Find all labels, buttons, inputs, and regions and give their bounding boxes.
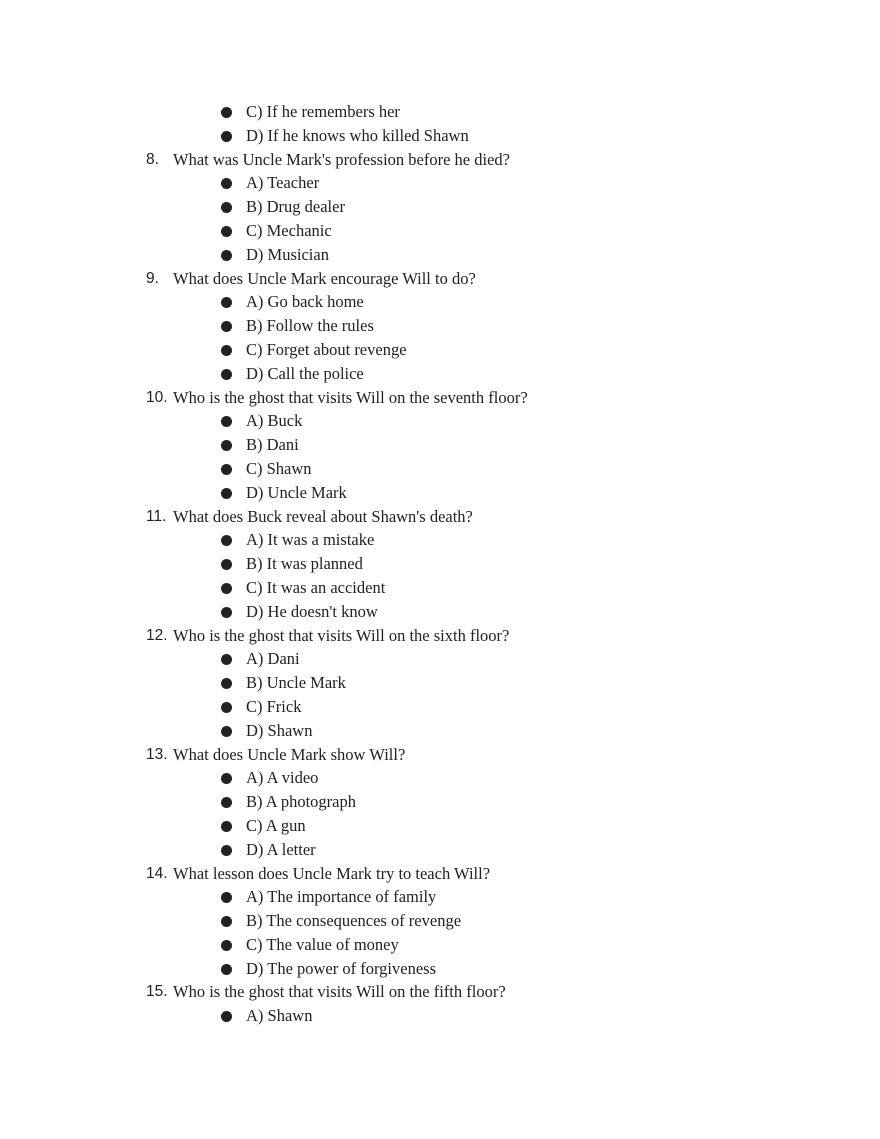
- question-text: What does Buck reveal about Shawn's death?: [173, 506, 473, 526]
- bullet-icon: [221, 464, 232, 475]
- bullet-icon: [221, 892, 232, 903]
- option-item: [0, 933, 880, 957]
- question-number: 8.: [146, 150, 159, 168]
- bullet-icon: [221, 821, 232, 832]
- bullet-icon: [221, 678, 232, 689]
- question-number: 15.: [146, 983, 168, 1001]
- option-text: B) Dani: [246, 435, 299, 455]
- bullet-icon: [221, 250, 232, 261]
- question-number: 13.: [146, 745, 168, 763]
- option-item: [0, 528, 880, 552]
- question-text: What does Uncle Mark show Will?: [173, 744, 406, 764]
- bullet-icon: [221, 488, 232, 499]
- quiz-page: [0, 100, 880, 1028]
- bullet-icon: [221, 654, 232, 665]
- question-text: What does Uncle Mark encourage Will to do?: [173, 268, 476, 288]
- option-item: [0, 409, 880, 433]
- option-text: C) Forget about revenge: [246, 339, 407, 359]
- option-item: [0, 647, 880, 671]
- option-text: B) Follow the rules: [246, 316, 374, 336]
- bullet-icon: [221, 535, 232, 546]
- option-item: [0, 171, 880, 195]
- bullet-icon: [221, 416, 232, 427]
- option-text: C) Mechanic: [246, 220, 332, 240]
- option-text: D) Call the police: [246, 363, 364, 383]
- question-item: [0, 862, 880, 886]
- bullet-icon: [221, 964, 232, 975]
- question-item: [0, 386, 880, 410]
- option-text: D) Shawn: [246, 720, 313, 740]
- bullet-icon: [221, 583, 232, 594]
- option-text: A) Buck: [246, 411, 303, 431]
- question-item: [0, 624, 880, 648]
- option-text: C) A gun: [246, 815, 306, 835]
- option-item: [0, 719, 880, 743]
- option-text: C) Shawn: [246, 458, 312, 478]
- option-text: A) Shawn: [246, 1006, 313, 1026]
- bullet-icon: [221, 916, 232, 927]
- bullet-icon: [221, 202, 232, 213]
- option-text: A) The importance of family: [246, 887, 437, 907]
- option-text: B) A photograph: [246, 792, 356, 812]
- option-text: A) A video: [246, 768, 319, 788]
- option-text: B) The consequences of revenge: [246, 911, 462, 931]
- question-number: 9.: [146, 269, 159, 287]
- question-number: 11.: [146, 507, 167, 525]
- option-text: A) It was a mistake: [246, 530, 375, 550]
- option-item: [0, 814, 880, 838]
- bullet-icon: [221, 297, 232, 308]
- option-item: [0, 124, 880, 148]
- option-item: [0, 481, 880, 505]
- option-item: [0, 695, 880, 719]
- option-item: [0, 838, 880, 862]
- bullet-icon: [221, 226, 232, 237]
- question-text: Who is the ghost that visits Will on the fifth floor?: [173, 982, 506, 1002]
- bullet-icon: [221, 131, 232, 142]
- option-text: D) If he knows who killed Shawn: [246, 125, 469, 145]
- option-text: A) Dani: [246, 649, 300, 669]
- bullet-icon: [221, 369, 232, 380]
- option-text: C) Frick: [246, 696, 302, 716]
- option-item: [0, 1004, 880, 1028]
- option-item: [0, 100, 880, 124]
- option-item: [0, 552, 880, 576]
- option-text: A) Go back home: [246, 292, 364, 312]
- bullet-icon: [221, 107, 232, 118]
- option-item: [0, 766, 880, 790]
- option-item: [0, 243, 880, 267]
- option-text: D) A letter: [246, 839, 316, 859]
- question-text: Who is the ghost that visits Will on the sixth floor?: [173, 625, 510, 645]
- bullet-icon: [221, 607, 232, 618]
- option-text: C) The value of money: [246, 934, 399, 954]
- bullet-icon: [221, 702, 232, 713]
- bullet-icon: [221, 845, 232, 856]
- option-text: C) It was an accident: [246, 577, 386, 597]
- option-item: [0, 195, 880, 219]
- bullet-icon: [221, 773, 232, 784]
- option-item: [0, 576, 880, 600]
- bullet-icon: [221, 440, 232, 451]
- option-item: [0, 433, 880, 457]
- bullet-icon: [221, 1011, 232, 1022]
- option-item: [0, 219, 880, 243]
- question-number: 14.: [146, 864, 168, 882]
- option-text: B) Drug dealer: [246, 197, 345, 217]
- option-item: [0, 909, 880, 933]
- option-text: C) If he remembers her: [246, 102, 400, 121]
- question-item: [0, 148, 880, 172]
- question-text: Who is the ghost that visits Will on the seventh floor?: [173, 387, 528, 407]
- bullet-icon: [221, 345, 232, 356]
- option-text: D) Uncle Mark: [246, 482, 347, 502]
- question-item: [0, 980, 880, 1004]
- bullet-icon: [221, 726, 232, 737]
- option-item: [0, 290, 880, 314]
- bullet-icon: [221, 940, 232, 951]
- question-text: What was Uncle Mark's profession before he died?: [173, 149, 510, 169]
- option-text: B) It was planned: [246, 554, 363, 574]
- option-item: [0, 671, 880, 695]
- option-item: [0, 885, 880, 909]
- option-text: B) Uncle Mark: [246, 673, 346, 693]
- question-number: 12.: [146, 626, 168, 644]
- question-item: [0, 267, 880, 291]
- bullet-icon: [221, 321, 232, 332]
- option-item: [0, 957, 880, 981]
- question-item: [0, 743, 880, 767]
- option-item: [0, 600, 880, 624]
- option-item: [0, 362, 880, 386]
- question-text: What lesson does Uncle Mark try to teach Will?: [173, 863, 491, 883]
- option-item: [0, 790, 880, 814]
- bullet-icon: [221, 797, 232, 808]
- option-text: A) Teacher: [246, 173, 320, 193]
- question-item: [0, 505, 880, 529]
- option-text: D) The power of forgiveness: [246, 958, 437, 978]
- bullet-icon: [221, 559, 232, 570]
- option-item: [0, 314, 880, 338]
- option-text: D) Musician: [246, 244, 329, 264]
- option-item: [0, 457, 880, 481]
- option-text: D) He doesn't know: [246, 601, 378, 621]
- question-number: 10.: [146, 388, 168, 406]
- option-item: [0, 338, 880, 362]
- bullet-icon: [221, 178, 232, 189]
